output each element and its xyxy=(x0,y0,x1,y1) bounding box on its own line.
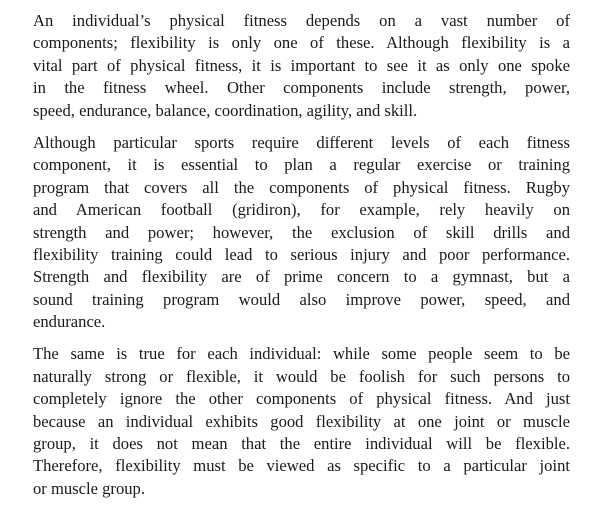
text-line: An individual’s physical fitness depends on a vast number of xyxy=(33,11,570,30)
text-line: or muscle group. xyxy=(33,478,145,498)
text-line: component, it is essential to plan a regular exercise or training xyxy=(33,155,570,175)
text-line: Therefore, flexibility must be viewed as specific to a particular joint xyxy=(33,456,570,476)
text-line: completely ignore the other components of physical fitness. And just xyxy=(33,389,570,409)
text-line: strength and power; however, the exclusion of skill drills and xyxy=(33,222,570,242)
text-line: group, it does not mean that the entire individual will be flexible. xyxy=(33,434,570,454)
paragraph-1 xyxy=(33,10,570,122)
text-line: Although particular sports require different levels of each fitness xyxy=(33,132,570,152)
text-line: in the fitness wheel. Other components include strength, power, xyxy=(33,78,570,98)
text-line: naturally strong or flexible, it would be foolish for such persons to xyxy=(33,366,570,386)
document-body xyxy=(33,10,570,510)
text-line: sound training program would also improve power, speed, and xyxy=(33,289,570,309)
text-line: flexibility training could lead to serious injury and poor performance. xyxy=(33,244,570,264)
paragraph-3 xyxy=(33,343,570,500)
text-line: vital part of physical fitness, it is important to see it as only one spoke xyxy=(33,55,570,75)
text-line: speed, endurance, balance, coordination, agility, and skill. xyxy=(33,100,418,120)
text-line: components; flexibility is only one of these. Although flexibility is a xyxy=(33,33,570,53)
text-line: Strength and flexibility are of prime concern to a gymnast, but a xyxy=(33,267,570,287)
paragraph-2 xyxy=(33,132,570,334)
text-line: endurance. xyxy=(33,312,106,332)
text-line: program that covers all the components of physical fitness. Rugby xyxy=(33,177,570,197)
text-line: and American football (gridiron), for example, rely heavily on xyxy=(33,200,570,220)
text-line: because an individual exhibits good flexibility at one joint or muscle xyxy=(33,411,570,431)
text-line: The same is true for each individual: while some people seem to be xyxy=(33,344,570,364)
